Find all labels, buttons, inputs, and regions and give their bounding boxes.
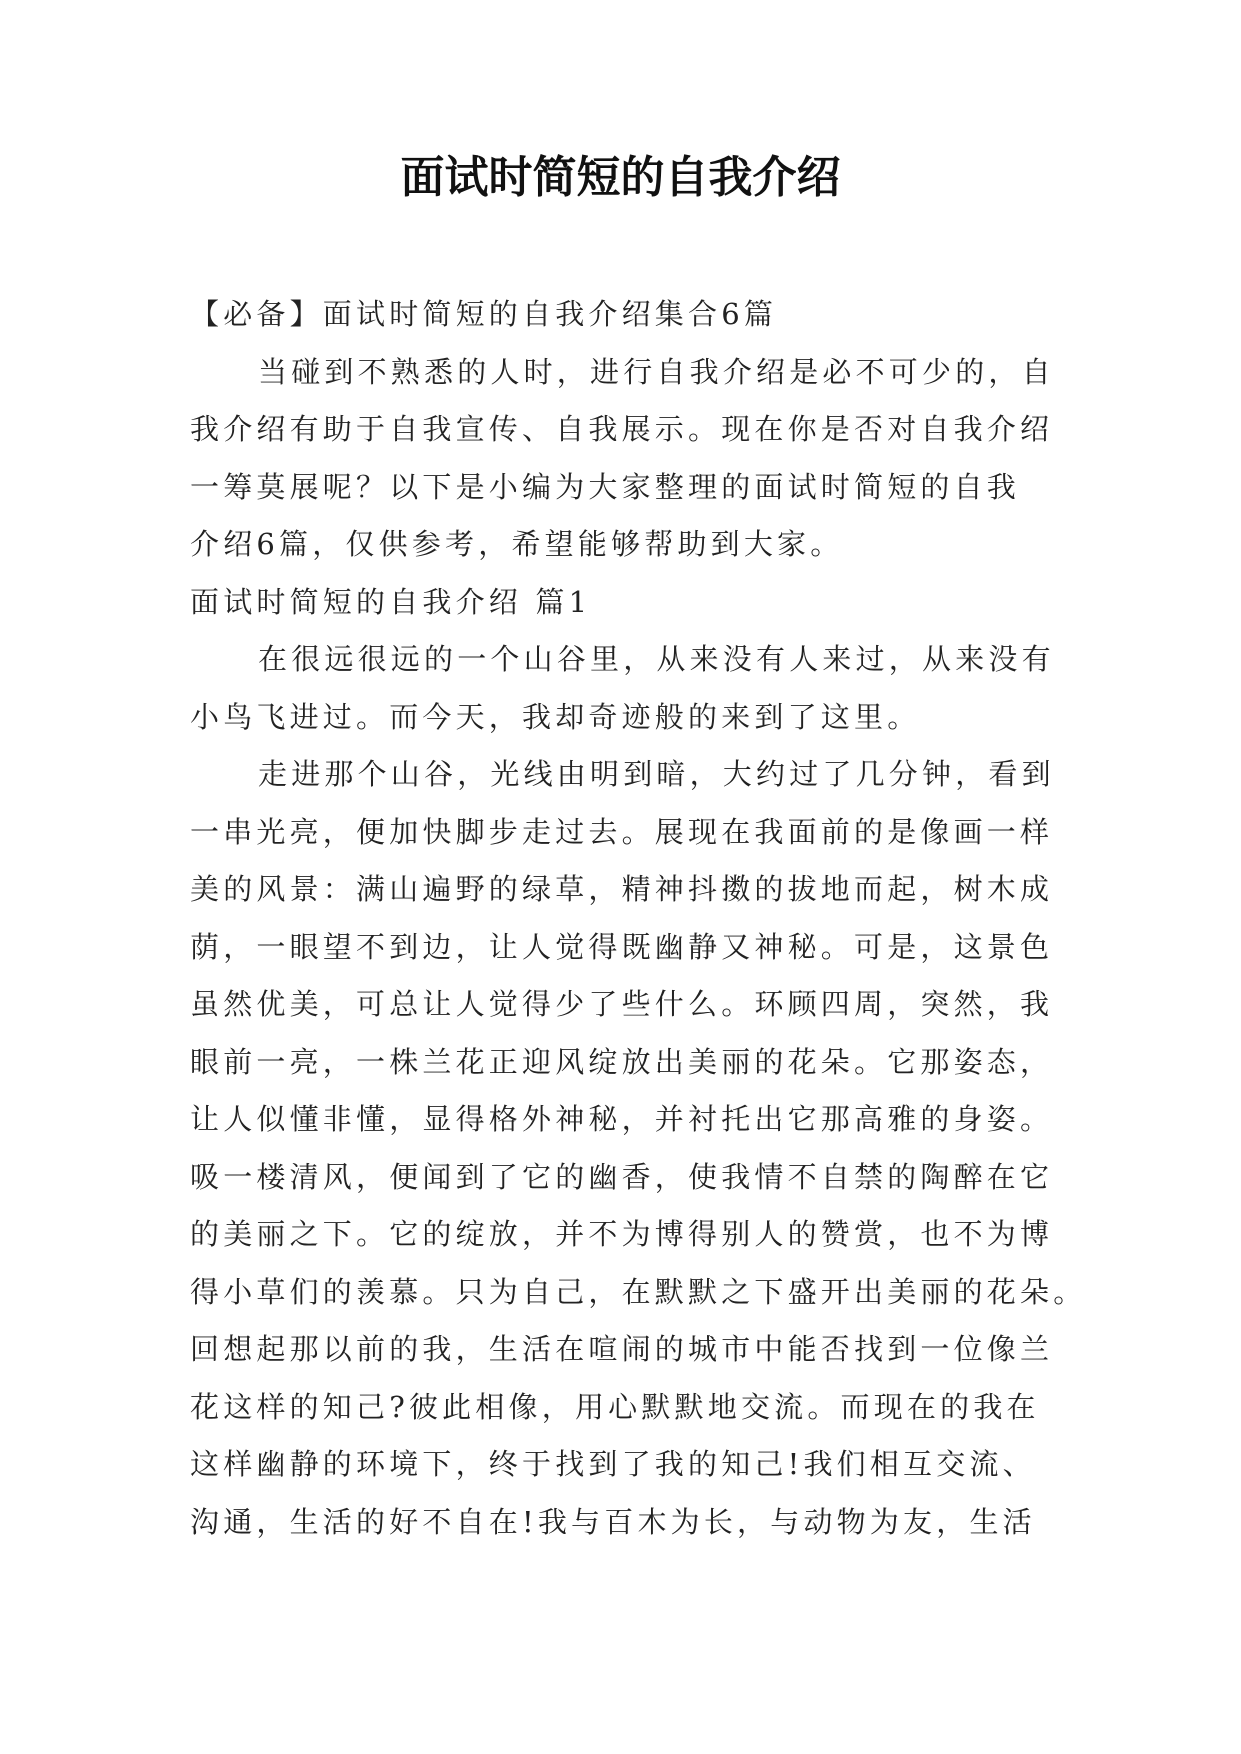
paragraph-line: 介绍6篇，仅供参考，希望能够帮助到大家。: [190, 527, 844, 561]
paragraph-line: 这样幽静的环境下，终于找到了我的知己!我们相互交流、: [190, 1447, 1036, 1481]
paragraph-line: 美的风景：满山遍野的绿草，精神抖擞的拔地而起，树木成: [190, 872, 1054, 906]
paragraph-line: 虽然优美，可总让人觉得少了些什么。环顾四周，突然，我: [190, 987, 1054, 1021]
document-title: 面试时简短的自我介绍: [400, 152, 841, 203]
subtitle-line: 【必备】面试时简短的自我介绍集合6篇: [190, 297, 778, 331]
paragraph-line: 回想起那以前的我，生活在喧闹的城市中能否找到一位像兰: [190, 1332, 1054, 1366]
paragraph-line: 荫，一眼望不到边，让人觉得既幽静又神秘。可是，这景色: [190, 929, 1054, 964]
paragraph-line: 花这样的知己?彼此相像，用心默默地交流。而现在的我在: [190, 1389, 1040, 1424]
paragraph-line: 得小草们的羡慕。只为自己，在默默之下盛开出美丽的花朵。: [190, 1274, 1087, 1309]
paragraph-line: 的美丽之下。它的绽放，并不为博得别人的赞赏，也不为博: [190, 1217, 1054, 1251]
paragraph-line: 眼前一亮，一株兰花正迎风绽放出美丽的花朵。它那姿态，: [190, 1044, 1054, 1079]
paragraph-line: 走进那个山谷，光线由明到暗，大约过了几分钟，看到: [258, 757, 1055, 791]
paragraph-line: 我介绍有助于自我宣传、自我展示。现在你是否对自我介绍: [190, 412, 1054, 446]
paragraph-line: 沟通，生活的好不自在!我与百木为长，与动物为友，生活: [190, 1504, 1036, 1539]
paragraph-line: 一筹莫展呢？以下是小编为大家整理的面试时简短的自我: [190, 469, 1021, 504]
paragraph-line: 一串光亮，便加快脚步走过去。展现在我面前的是像画一样: [190, 814, 1054, 849]
paragraph-line: 让人似懂非懂，显得格外神秘，并衬托出它那高雅的身姿。: [190, 1102, 1054, 1136]
paragraph-line: 小鸟飞进过。而今天，我却奇迹般的来到了这里。: [190, 699, 921, 734]
paragraph-line: 吸一楼清风，便闻到了它的幽香，使我情不自禁的陶醉在它: [190, 1159, 1054, 1194]
document-body: [190, 286, 1087, 1551]
paragraph-line: 当碰到不熟悉的人时，进行自我介绍是必不可少的，自: [258, 354, 1055, 389]
section-heading: 面试时简短的自我介绍 篇1: [190, 584, 592, 619]
paragraph-line: 在很远很远的一个山谷里，从来没有人来过，从来没有: [258, 642, 1055, 676]
